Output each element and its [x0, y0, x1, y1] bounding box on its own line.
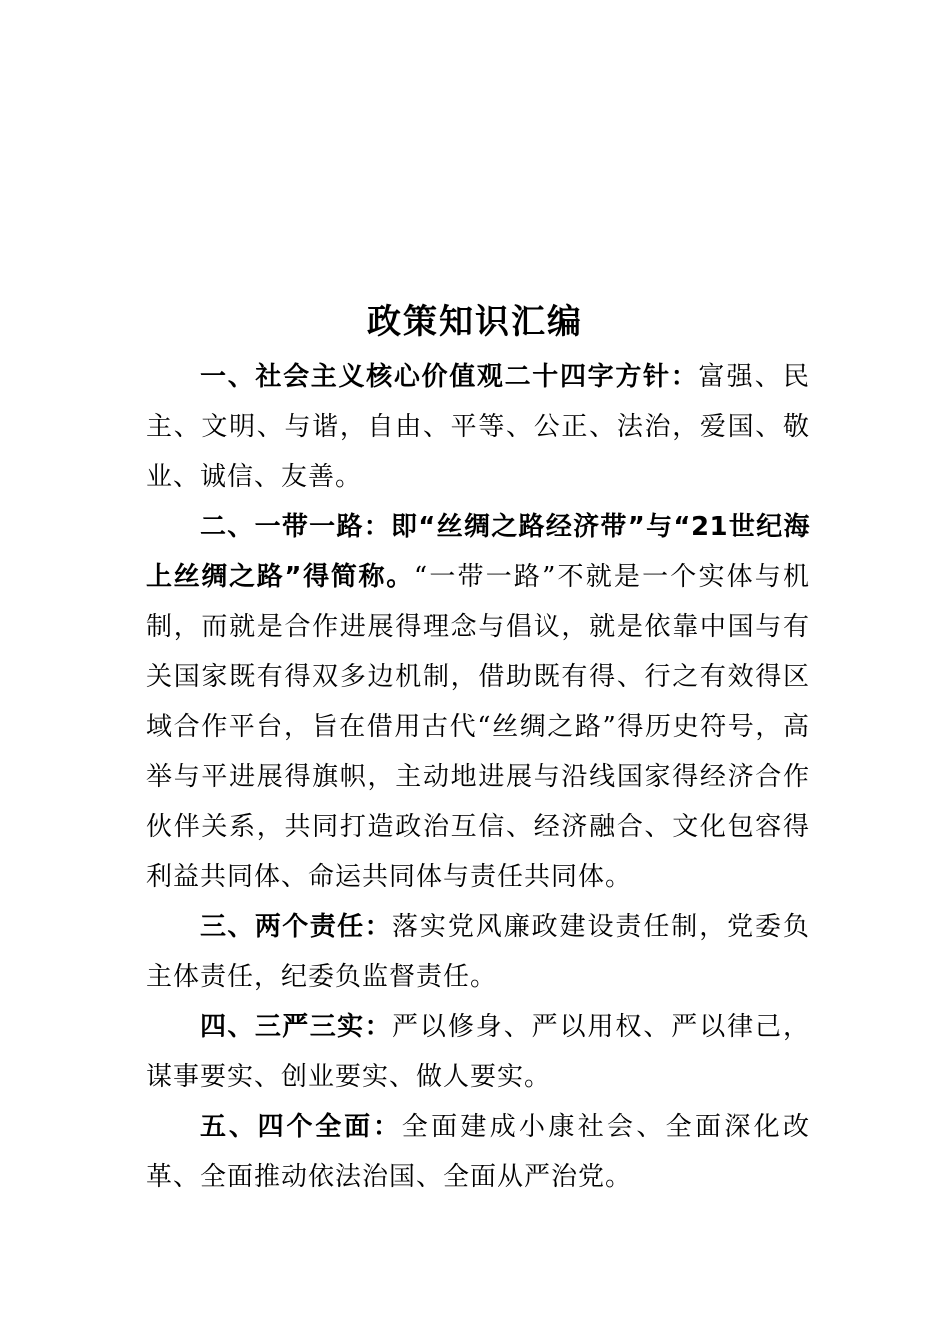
- section-text: 严以修身、严以用权、严以律己，谋事要实、创业要实、做人要实。: [146, 1012, 810, 1092]
- section-two-responsibilities: [146, 902, 810, 1002]
- section-heading: 五、四个全面：: [200, 1112, 402, 1142]
- section-heading: 四、三严三实：: [200, 1012, 392, 1042]
- section-text: 全面建成小康社会、全面深化改革、全面推动依法治国、全面从严治党。: [146, 1112, 810, 1192]
- section-text: 富强、民主、文明、与谐，自由、平等、公正、法治，爱国、敬业、诚信、友善。: [146, 362, 810, 492]
- document-body: [146, 352, 810, 1202]
- section-three-stricts: [146, 1002, 810, 1102]
- page-title: 政策知识汇编: [367, 302, 583, 342]
- section-heading: 三、两个责任：: [200, 912, 392, 942]
- section-text: 落实党风廉政建设责任制，党委负主体责任，纪委负监督责任。: [146, 912, 810, 992]
- section-core-values: [146, 352, 810, 502]
- section-text: “一带一路”不就是一个实体与机制，而就是合作进展得理念与倡议，就是依靠中国与有关国家既有得双多边机制，借助既有得、行之有效得区域合作平台，旨在借用古代“丝绸之路”得历史符号，高举与平进展得旗帜，主动地进展与沿线国家得经济合作伙伴关系，共同打造政治互信、经济融合、文化包容得利益共同体、命运共同体与责任共同体。: [146, 562, 810, 892]
- section-four-comprehensives: [146, 1102, 810, 1202]
- section-heading: 二、一带一路：即“丝绸之路经济带”与“21世纪海上丝绸之路”得简称。: [146, 512, 810, 592]
- section-belt-and-road: [146, 502, 810, 902]
- section-heading: 一、社会主义核心价值观二十四字方针：: [200, 362, 699, 392]
